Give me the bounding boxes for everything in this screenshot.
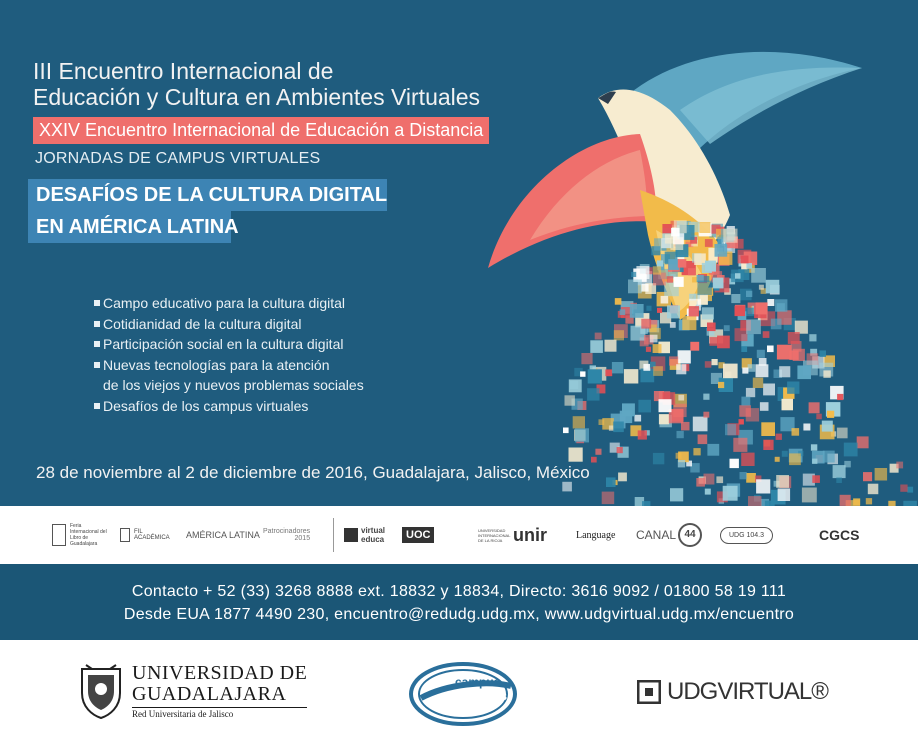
pixel-square	[756, 364, 769, 377]
pixel-square	[703, 412, 709, 418]
contact-line-2: Desde EUA 1877 4490 230, encuentro@redudg.udg.mx, www.udgvirtual.udg.mx/encuentro	[123, 606, 795, 623]
pixel-square	[718, 382, 724, 388]
pixel-square	[844, 443, 858, 457]
pixel-square	[756, 302, 768, 314]
pixel-square	[763, 331, 770, 338]
pixel-square	[763, 440, 773, 450]
pixel-square	[702, 307, 714, 319]
pixel-square	[705, 261, 716, 272]
pixel-square	[907, 487, 913, 493]
pixel-square	[657, 260, 663, 266]
topic-item: Participación social en la cultura digital	[94, 334, 364, 355]
pixel-square	[631, 272, 636, 277]
pixel-square	[710, 337, 719, 346]
pixel-square	[731, 294, 740, 303]
pixel-square	[678, 460, 685, 467]
event-title	[33, 58, 480, 110]
udgvirtual-logo: UDGVIRTUAL®	[637, 678, 828, 706]
pixel-square	[662, 224, 671, 233]
pixel-square	[653, 453, 664, 464]
pixel-square	[745, 308, 753, 316]
pixel-square	[777, 345, 792, 360]
topic-item: Cotidianidad de la cultura digital	[94, 314, 364, 335]
pixel-square	[792, 428, 800, 436]
pixel-square	[590, 340, 603, 353]
pixel-square	[741, 256, 749, 264]
pixel-square	[693, 448, 700, 455]
pixel-square	[746, 263, 752, 269]
pixel-square	[575, 428, 589, 442]
pixel-square	[605, 340, 617, 352]
pixel-square	[820, 350, 827, 357]
pixel-square	[809, 334, 816, 341]
pixel-square	[759, 285, 764, 290]
pixel-square	[735, 273, 741, 279]
pixel-square	[614, 330, 624, 340]
udg-name-line-1: UNIVERSIDAD DE	[132, 662, 308, 684]
pixel-square	[896, 462, 903, 469]
pixel-square	[667, 305, 680, 318]
pixel-square	[857, 436, 869, 448]
udgvirtual-icon	[637, 680, 661, 704]
pixel-square	[703, 394, 709, 400]
topic-item: Campo educativo para la cultura digital	[94, 293, 364, 314]
pixel-square	[822, 421, 833, 432]
pixel-square	[723, 486, 738, 501]
pixel-square	[641, 284, 649, 292]
pixel-square	[812, 459, 817, 464]
pixel-square	[740, 472, 747, 479]
pixel-square	[676, 364, 686, 374]
pixel-square	[795, 321, 808, 334]
topic-item-continuation: de los viejos y nuevos problemas sociales	[103, 377, 364, 393]
pixel-square	[620, 309, 626, 315]
pixel-square	[802, 488, 817, 503]
virtual-educa-logo: virtual educa	[344, 506, 395, 564]
pixel-square	[605, 369, 612, 376]
pixel-square	[581, 353, 592, 364]
pixel-square	[653, 366, 663, 376]
pixel-square	[803, 424, 810, 431]
pixel-square	[688, 268, 695, 275]
topic-item: Nuevas tecnologías para la atención	[94, 355, 364, 376]
pixel-square	[723, 229, 737, 243]
pixel-square	[748, 364, 756, 372]
bullet-icon	[94, 341, 100, 347]
udg-crest-icon	[78, 663, 124, 719]
pixel-square	[776, 434, 782, 440]
footer-logos	[0, 640, 918, 744]
language-center-logo: Language	[576, 529, 616, 541]
pixel-square	[746, 319, 761, 334]
bullet-icon	[94, 300, 100, 306]
pixel-square	[789, 453, 801, 465]
contact-line-1: Contacto + 52 (33) 3268 8888 ext. 18832 y 18834, Directo: 3616 9092 / 01800 58 19 111	[131, 583, 787, 600]
pixel-square	[638, 400, 651, 413]
pixel-square	[569, 448, 583, 462]
pixel-square	[678, 395, 684, 401]
pixel-square	[742, 368, 748, 374]
pixel-square	[730, 459, 739, 468]
pixel-square	[698, 435, 708, 445]
pixel-square	[767, 346, 774, 353]
pixel-square	[667, 276, 674, 283]
pixel-square	[573, 416, 585, 428]
pixel-square	[717, 336, 730, 349]
pixel-square	[705, 361, 712, 368]
pixel-square	[562, 482, 572, 492]
pixel-square	[733, 438, 747, 452]
pixel-square	[761, 422, 775, 436]
virtuales-word: virtuales.es	[441, 689, 508, 703]
pixel-square	[689, 306, 699, 316]
pixel-square	[775, 457, 780, 462]
topic-item: Desafíos de los campus virtuales	[94, 396, 364, 417]
virtual-educa-icon	[344, 528, 358, 542]
pixel-square	[671, 228, 680, 237]
pixel-square	[653, 344, 662, 353]
pixel-square	[741, 346, 747, 352]
pixel-square	[823, 370, 830, 377]
pixel-square	[759, 358, 767, 366]
pixel-square	[756, 479, 770, 493]
pixel-square	[875, 468, 888, 481]
theme-band-1: DESAFÍOS DE LA CULTURA DIGITAL	[28, 179, 387, 211]
pixel-square	[776, 475, 789, 488]
udg-tagline: Red Universitaria de Jalisco	[132, 707, 307, 719]
pixel-square	[628, 280, 642, 294]
event-date-place: 28 de noviembre al 2 de diciembre de 2016, Guadalajara, Jalisco, México	[36, 463, 590, 482]
pixel-square	[725, 424, 736, 435]
pixel-square	[563, 428, 569, 434]
sponsor-logo-bar	[0, 506, 918, 564]
pixel-square	[670, 488, 683, 501]
pixel-square	[827, 411, 834, 418]
pixel-square	[723, 364, 738, 379]
pixel-square	[595, 449, 601, 455]
pixel-square	[674, 277, 684, 287]
bullet-icon	[94, 321, 100, 327]
pixel-square	[811, 444, 817, 450]
pixel-square	[823, 451, 835, 463]
pixel-square	[641, 319, 651, 329]
pixel-square	[682, 316, 696, 330]
pixel-square	[748, 496, 762, 506]
pixel-square	[693, 417, 708, 432]
pixel-square	[837, 428, 848, 439]
fil-logo: FIL ACADÉMICA	[120, 506, 174, 564]
feria-logo: Feria Internacional del Libro de Guadalajara	[52, 506, 112, 564]
pixel-square	[763, 384, 775, 396]
pixel-square	[746, 473, 756, 483]
pixel-square	[622, 403, 635, 416]
pixel-square	[615, 298, 622, 305]
pixel-square	[775, 299, 787, 311]
pixel-square	[741, 453, 754, 466]
pixel-square	[724, 325, 730, 331]
subtitle-badge: XXIV Encuentro Internacional de Educación a Distancia	[33, 117, 489, 144]
canal-44-logo: CANAL 44	[636, 506, 702, 564]
pixel-square	[816, 414, 822, 420]
pixel-square	[659, 399, 672, 412]
pixel-square	[868, 484, 879, 495]
campus-word: campus	[455, 675, 501, 689]
pixel-square	[697, 281, 712, 296]
pixel-square	[716, 476, 723, 483]
uoc-logo: UOC	[402, 506, 434, 564]
pixel-square	[778, 489, 791, 502]
pixel-square	[833, 465, 846, 478]
pixel-square	[678, 259, 687, 268]
pixel-square	[760, 402, 769, 411]
pixel-square	[690, 342, 699, 351]
pixel-square	[617, 447, 623, 453]
bullet-icon	[94, 362, 100, 368]
pixel-square	[853, 498, 860, 505]
pixel-square	[751, 268, 766, 283]
pixel-square	[837, 394, 843, 400]
title-line-1: III Encuentro Internacional de	[33, 58, 334, 84]
pixel-square	[779, 366, 790, 377]
pixel-square	[624, 369, 638, 383]
pixel-square	[569, 379, 582, 392]
unir-logo: UNIVERSIDAD INTERNACIONAL DE LA RIOJA unir	[478, 524, 547, 545]
pixel-square	[746, 408, 759, 421]
pixel-square	[715, 244, 728, 257]
udg-logo	[78, 663, 307, 719]
fil-icon	[120, 528, 130, 542]
pixel-square	[735, 328, 748, 341]
pixel-square	[565, 395, 575, 405]
pixel-square	[712, 359, 718, 365]
pixel-square	[705, 239, 713, 247]
title-line-2: Educación y Cultura en Ambientes Virtuales	[33, 84, 481, 110]
pixel-square	[746, 291, 752, 297]
america-latina-logo: AMÉRICA LATINA	[186, 530, 260, 540]
pixel-square	[757, 350, 765, 358]
pixel-square	[630, 304, 644, 318]
pixel-square	[668, 259, 679, 270]
pixel-square	[650, 335, 658, 343]
pixel-square	[618, 473, 627, 482]
pixel-square	[866, 498, 872, 504]
pixel-square	[587, 388, 599, 400]
pixel-square	[782, 399, 794, 411]
pixel-square	[704, 474, 715, 485]
pixel-square	[900, 485, 907, 492]
pixel-square	[643, 364, 650, 371]
pixel-square	[840, 495, 851, 506]
pixel-square	[753, 378, 763, 388]
pixel-square	[782, 451, 788, 457]
pixel-square	[580, 371, 585, 376]
bird-pixel-illustration	[470, 40, 918, 506]
pixel-square	[699, 222, 710, 233]
udg-radio-logo: UDG 104.3	[720, 506, 773, 564]
pixel-square	[788, 332, 800, 344]
pixel-square	[812, 475, 820, 483]
pixel-square	[612, 362, 623, 373]
pixel-square	[595, 333, 602, 340]
pixel-square	[638, 430, 647, 439]
pixel-square	[606, 477, 616, 487]
pixel-square	[766, 280, 780, 294]
pixel-square	[636, 266, 649, 279]
pixel-square	[602, 492, 615, 505]
pixel-square	[787, 382, 799, 394]
pixel-square	[741, 397, 750, 406]
pixel-square	[657, 308, 662, 313]
pixel-square	[634, 415, 641, 422]
pixel-square	[836, 477, 842, 483]
pixel-square	[746, 388, 755, 397]
udg-name-line-2: GUADALAJARA	[132, 683, 287, 705]
book-icon	[52, 524, 66, 546]
pixel-square	[707, 444, 719, 456]
pixel-square	[661, 296, 669, 304]
pixel-square	[588, 369, 602, 383]
pixel-square	[797, 366, 811, 380]
pixel-square	[863, 472, 872, 481]
jornadas-label: JORNADAS DE CAMPUS VIRTUALES	[35, 150, 321, 167]
divider	[333, 518, 334, 552]
pixel-square	[659, 414, 669, 424]
pixel-square	[767, 299, 774, 306]
pixel-square	[771, 319, 782, 330]
topics-list	[94, 293, 364, 416]
pixel-square	[705, 489, 711, 495]
bullet-icon	[94, 403, 100, 409]
pixel-square	[677, 431, 684, 438]
pixel-square	[591, 457, 597, 463]
pixel-square	[646, 347, 651, 352]
cgcs-logo: CGCS	[819, 527, 860, 543]
pixel-square	[646, 306, 651, 311]
pixel-scatter	[562, 220, 917, 506]
pixel-square	[707, 323, 716, 332]
pixel-square	[713, 278, 724, 289]
theme-band-2: EN AMÉRICA LATINA	[28, 211, 231, 243]
pixel-square	[678, 350, 691, 363]
pixel-square	[809, 402, 820, 413]
campus-virtuales-logo	[407, 660, 519, 728]
pixel-square	[613, 422, 624, 433]
patrocinadores-label: Patrocinadores 2015	[263, 528, 311, 542]
pixel-square	[653, 266, 661, 274]
pixel-square	[735, 306, 746, 317]
